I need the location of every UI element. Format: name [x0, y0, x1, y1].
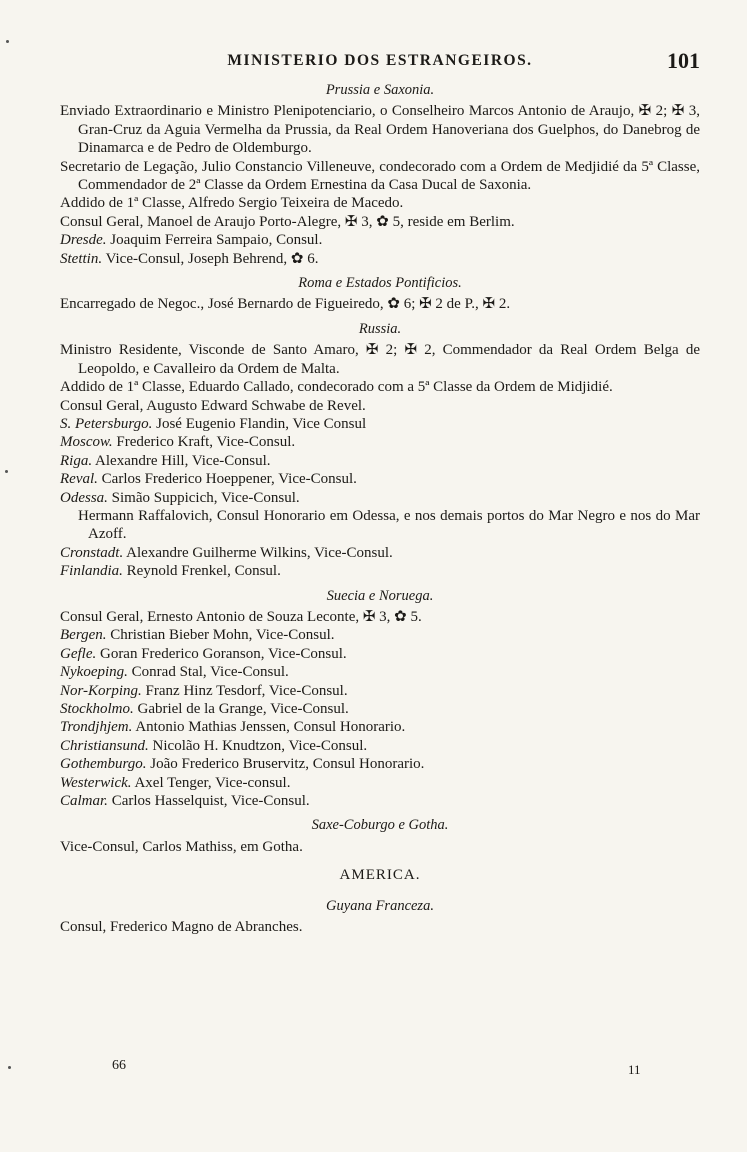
list-item: Nor-Korping. Franz Hinz Tesdorf, Vice-Consul.: [60, 682, 348, 699]
list-item: Moscow. Frederico Kraft, Vice-Consul.: [60, 434, 296, 451]
place-name: Nykoeping.: [60, 664, 128, 681]
list-item: Finlandia. Reynold Frenkel, Consul.: [60, 563, 281, 580]
place-name: Christiansund.: [60, 737, 149, 754]
list-item: Gefle. Goran Frederico Goranson, Vice-Consul.: [60, 645, 347, 662]
place-name: S. Petersburgo.: [60, 415, 153, 432]
list-item: Consul Geral, Ernesto Antonio de Souza Leconte, ✠ 3, ✿ 5.: [60, 608, 422, 625]
list-item: Stockholmo. Gabriel de la Grange, Vice-Consul.: [60, 701, 349, 717]
page-number: 101: [667, 48, 700, 73]
list-item: Consul Geral, Augusto Edward Schwabe de Revel.: [60, 397, 366, 414]
list-item: Calmar. Carlos Hasselquist, Vice-Consul.: [60, 793, 310, 810]
place-name: Calmar.: [60, 793, 108, 810]
list-item: Secretario de Legação, Julio Constancio Villeneuve, condecorado com a Ordem de Medjidié da 5ª Classe, Commendador de 2ª Classe da Ordem Ernestina da Casa Ducal de Saxonia.: [60, 158, 700, 194]
place-name: Reval.: [60, 471, 98, 488]
list-item: Encarregado de Negoc., José Bernardo de Figueiredo, ✿ 6; ✠ 2 de P., ✠ 2.: [60, 296, 511, 313]
place-name: Dresde.: [60, 232, 107, 249]
list-item: Bergen. Christian Bieber Mohn, Vice-Consul.: [60, 627, 335, 644]
list-item: S. Petersburgo. José Eugenio Flandin, Vice Consul: [60, 415, 367, 432]
list-item: Gothemburgo. João Frederico Bruservitz, Consul Honorario.: [60, 756, 425, 773]
margin-speck: [5, 470, 8, 473]
place-name: Stettin.: [60, 250, 103, 267]
list-item: Reval. Carlos Frederico Hoeppener, Vice-Consul.: [60, 471, 357, 488]
section-heading: Roma e Estados Pontificios.: [298, 275, 462, 292]
running-head: [60, 48, 700, 78]
list-item: Dresde. Joaquim Ferreira Sampaio, Consul.: [60, 232, 323, 249]
list-item: Enviado Extraordinario e Ministro Plenipotenciario, o Conselheiro Marcos Antonio de Araujo, ✠ 2; ✠ 3, Gran-Cruz da Aguia Vermelha da Prussia, da Real Ordem Hanoveriana dos Guelphos, do Danebrog de Dinamarca e de Pedro de Oldemburgo.: [60, 103, 700, 157]
list-item: Nykoeping. Conrad Stal, Vice-Consul.: [60, 664, 289, 681]
section-heading: Russia.: [358, 320, 402, 337]
place-name: Stockholmo.: [60, 701, 134, 717]
folio-number: 11: [628, 1062, 641, 1077]
list-item: Odessa. Simão Suppicich, Vice-Consul.: [60, 489, 300, 506]
page-content: [60, 80, 700, 936]
list-item: Vice-Consul, Carlos Mathiss, em Gotha.: [60, 838, 303, 855]
place-name: Moscow.: [60, 434, 113, 451]
list-item: Addido de 1ª Classe, Eduardo Callado, condecorado com a 5ª Classe da Ordem de Midjidié.: [60, 379, 613, 396]
list-item: Addido de 1ª Classe, Alfredo Sergio Teixeira de Macedo.: [60, 195, 404, 212]
signature-mark: 66: [112, 1058, 126, 1073]
place-name: Gefle.: [60, 645, 97, 662]
section-heading: Guyana Franceza.: [326, 897, 434, 914]
list-item: Christiansund. Nicolão H. Knudtzon, Vice-Consul.: [60, 737, 368, 754]
place-name: Nor-Korping.: [60, 682, 142, 699]
list-item: Stettin. Vice-Consul, Joseph Behrend, ✿ 6.: [60, 250, 319, 267]
part-heading: AMERICA.: [339, 867, 421, 884]
place-name: Westerwick.: [60, 774, 132, 791]
place-name: Gothemburgo.: [60, 756, 147, 773]
page-title: MINISTERIO DOS ESTRANGEIROS.: [227, 52, 533, 69]
list-item: Westerwick. Axel Tenger, Vice-consul.: [60, 774, 291, 791]
margin-speck: [8, 1066, 11, 1069]
list-item: Hermann Raffalovich, Consul Honorario em Odessa, e nos demais portos do Mar Negro e nos do Mar Azoff.: [78, 507, 700, 543]
place-name: Odessa.: [60, 489, 108, 506]
list-item: Consul, Frederico Magno de Abranches.: [60, 919, 303, 936]
list-item: Trondjhjem. Antonio Mathias Jenssen, Consul Honorario.: [60, 719, 406, 736]
section-heading: Prussia e Saxonia.: [325, 82, 435, 98]
place-name: Bergen.: [60, 627, 107, 644]
place-name: Trondjhjem.: [60, 719, 133, 736]
section-heading: Suecia e Noruega.: [326, 587, 434, 604]
place-name: Riga.: [60, 452, 93, 469]
list-item: Ministro Residente, Visconde de Santo Amaro, ✠ 2; ✠ 2, Commendador da Real Ordem Belga de Leopoldo, e Cavalleiro da Ordem de Malta.: [60, 342, 700, 377]
margin-speck: [6, 40, 9, 43]
list-item: Riga. Alexandre Hill, Vice-Consul.: [60, 452, 271, 469]
list-item: Consul Geral, Manoel de Araujo Porto-Alegre, ✠ 3, ✿ 5, reside em Berlim.: [60, 213, 515, 230]
place-name: Finlandia.: [60, 563, 123, 580]
place-name: Cronstadt.: [60, 544, 124, 561]
section-heading: Saxe-Coburgo e Gotha.: [311, 817, 449, 834]
list-item: Cronstadt. Alexandre Guilherme Wilkins, Vice-Consul.: [60, 544, 393, 561]
